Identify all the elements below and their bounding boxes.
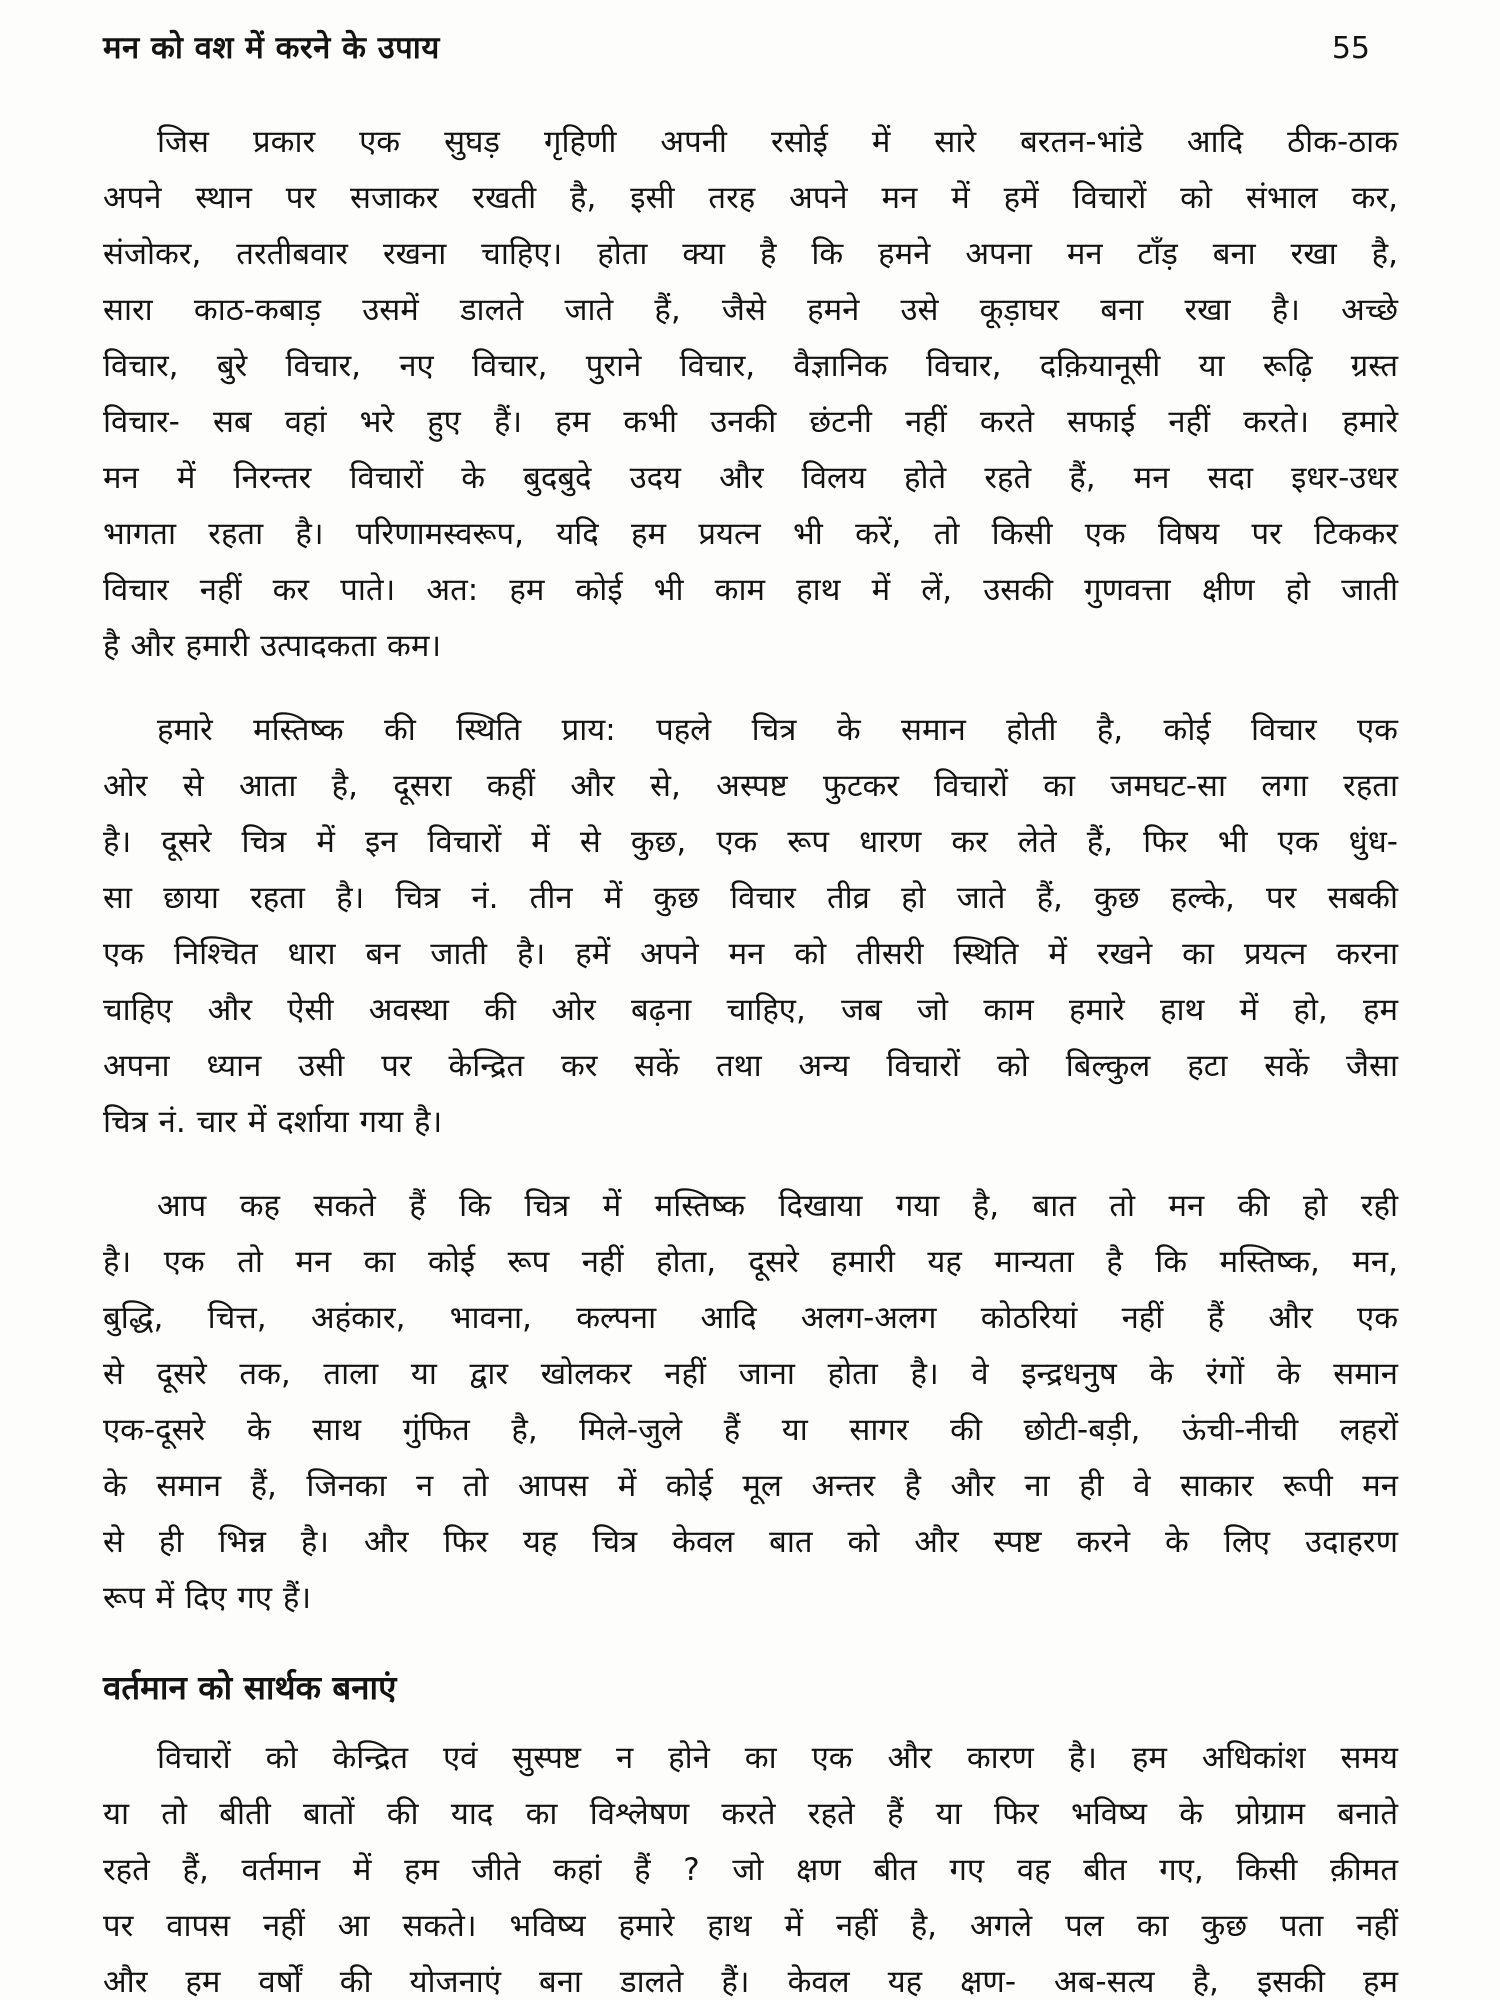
text-line: के समान हैं, जिनका न तो आपस में कोई मूल अन्तर है और ना ही वे साकार रूपी मन [103,1468,1398,1504]
text-line: बुद्धि, चित्त, अहंकार, भावना, कल्पना आदि अलग-अलग कोठरियां नहीं हैं और एक [103,1300,1398,1336]
text-line: विचार, बुरे विचार, नए विचार, पुराने विचार, वैज्ञानिक विचार, दक़ियानूसी या रूढ़ि ग्रस्त [103,348,1398,384]
text-line: संजोकर, तरतीबवार रखना चाहिए। होता क्या है कि हमने अपना मन टाँड़ बना रखा है, [103,236,1398,272]
text-line: जिस प्रकार एक सुघड़ गृहिणी अपनी रसोई में सारे बरतन-भांडे आदि ठीक-ठाक [157,124,1398,160]
text-line: एक-दूसरे के साथ गुंफित है, मिले-जुले हैं या सागर की छोटी-बड़ी, ऊंची-नीची लहरों [103,1412,1398,1448]
text-line: विचार नहीं कर पाते। अत: हम कोई भी काम हाथ में लें, उसकी गुणवत्ता क्षीण हो जाती [103,572,1398,608]
text-line: सा छाया रहता है। चित्र नं. तीन में कुछ विचार तीव्र हो जाते हैं, कुछ हल्के, पर सबकी [103,880,1398,916]
text-line: ओर से आता है, दूसरा कहीं और से, अस्पष्ट फुटकर विचारों का जमघट-सा लगा रहता [103,768,1398,804]
text-line: रहते हैं, वर्तमान में हम जीते कहां हैं ? जो क्षण बीत गए वह बीत गए, किसी क़ीमत [103,1852,1398,1888]
paragraph [103,702,1398,1150]
page-header [103,26,1398,68]
text-line: विचार- सब वहां भरे हुए हैं। हम कभी उनकी छंटनी नहीं करते सफाई नहीं करते। हमारे [103,404,1398,440]
page-number: 55 [1331,31,1370,66]
text-line: है। दूसरे चित्र में इन विचारों में से कुछ, एक रूप धारण कर लेते हैं, फिर भी एक धुंध- [103,824,1398,860]
text-line: अपना ध्यान उसी पर केन्द्रित कर सकें तथा अन्य विचारों को बिल्कुल हटा सकें जैसा [103,1048,1398,1084]
paragraph [103,1178,1398,1626]
text-line: सारा काठ-कबाड़ उसमें डालते जाते हैं, जैसे हमने उसे कूड़ाघर बना रखा है। अच्छे [103,292,1398,328]
text-line: विचारों को केन्द्रित एवं सुस्पष्ट न होने का एक और कारण है। हम अधिकांश समय [157,1740,1398,1776]
text-line: अपने स्थान पर सजाकर रखती है, इसी तरह अपने मन में हमें विचारों को संभाल कर, [103,180,1398,216]
page-body [103,114,1398,2000]
paragraph [103,114,1398,674]
text-line: आप कह सकते हैं कि चित्र में मस्तिष्क दिखाया गया है, बात तो मन की हो रही [157,1188,1398,1224]
text-line: से ही भिन्न है। और फिर यह चित्र केवल बात को और स्पष्ट करने के लिए उदाहरण [103,1524,1398,1560]
text-line: चित्र नं. चार में दर्शाया गया है। [103,1104,443,1140]
text-line: भागता रहता है। परिणामस्वरूप, यदि हम प्रयत्न भी करें, तो किसी एक विषय पर टिककर [103,516,1398,552]
paragraph [103,1730,1398,2000]
text-line: और हम वर्षों की योजनाएं बना डालते हैं। केवल यह क्षण- अब-सत्य है, इसकी हम [103,1964,1398,2000]
text-line: चाहिए और ऐसी अवस्था की ओर बढ़ना चाहिए, जब जो काम हमारे हाथ में हो, हम [103,992,1398,1028]
text-line: एक निश्चित धारा बन जाती है। हमें अपने मन को तीसरी स्थिति में रखने का प्रयत्न करना [103,936,1398,972]
text-line: से दूसरे तक, ताला या द्वार खोलकर नहीं जाना होता है। वे इन्द्रधनुष के रंगों के समान [103,1356,1398,1392]
text-line: है और हमारी उत्पादकता कम। [103,628,442,664]
text-line: हमारे मस्तिष्क की स्थिति प्राय: पहले चित्र के समान होती है, कोई विचार एक [157,712,1398,748]
text-line: है। एक तो मन का कोई रूप नहीं होता, दूसरे हमारी यह मान्यता है कि मस्तिष्क, मन, [103,1244,1398,1280]
text-line: रूप में दिए गए हैं। [103,1580,312,1616]
text-line: या तो बीती बातों की याद का विश्लेषण करते रहते हैं या फिर भविष्य के प्रोग्राम बनाते [103,1796,1398,1832]
text-line: पर वापस नहीं आ सकते। भविष्य हमारे हाथ में नहीं है, अगले पल का कुछ पता नहीं [103,1908,1398,1944]
text-line: मन में निरन्तर विचारों के बुदबुदे उदय और विलय होते रहते हैं, मन सदा इधर-उधर [103,460,1398,496]
section-heading: वर्तमान को सार्थक बनाएं [103,1668,397,1707]
running-title: मन को वश में करने के उपाय [103,30,440,66]
